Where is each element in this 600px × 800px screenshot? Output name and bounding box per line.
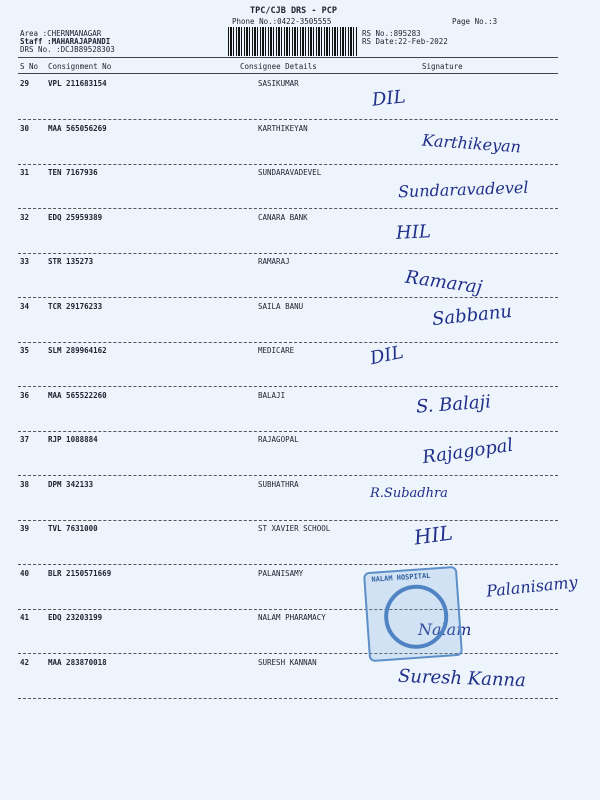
recipient-signature: DIL [368,341,406,370]
consignment-number: TEN 7167936 [48,168,98,177]
recipient-signature: Ramaraj [403,266,484,299]
consignment-number: MAA 565522260 [48,390,107,400]
recipient-signature: S. Balaji [415,391,492,418]
consignee-name: RAJAGOPAL [258,435,299,444]
row-divider [18,253,558,254]
consignee-name: RAMARAJ [258,257,290,266]
column-header-divider [18,73,558,74]
area-label: Area :CHERNMANAGAR [20,29,102,38]
col-signature: Signature [422,62,463,71]
consignee-name: SAILA BANU [258,301,304,311]
row-divider [18,386,558,387]
header-divider [18,57,558,58]
consignee-name: SASIKUMAR [258,79,299,88]
serial-number: 35 [20,346,30,355]
serial-number: 34 [20,301,30,311]
serial-number: 41 [20,613,30,622]
consignee-name: SURESH KANNAN [258,657,317,667]
consignee-name: MEDICARE [258,346,295,355]
consignee-name: PALANISAMY [258,568,304,578]
serial-number: 40 [20,568,30,578]
consignment-number: BLR 2150571669 [48,568,112,578]
row-divider [18,297,558,298]
recipient-signature: Nalam [418,620,472,639]
recipient-signature: Suresh Kanna [397,665,527,692]
phone-number: Phone No.:0422-3505555 [232,17,332,26]
recipient-signature: Palanisamy [485,572,579,601]
consignee-name: BALAJI [258,390,286,400]
stamp-ring [382,583,450,651]
recipient-signature: Karthikeyan [421,130,522,157]
consignee-name: SUNDARAVADEVEL [258,168,322,177]
col-consignee: Consignee Details [240,62,317,71]
row-divider [18,564,558,565]
row-divider [18,164,558,165]
consignee-name: ST XAVIER SCHOOL [258,524,331,533]
consignment-number: SLM 289964162 [48,346,107,355]
hospital-stamp [363,566,463,662]
drs-number: DRS No. :DCJB89528303 [20,45,115,54]
recipient-signature: HIL [412,520,455,550]
serial-number: 42 [20,657,30,667]
rs-number: RS No.:895283 [362,29,421,38]
consignment-number: MAA 565056269 [48,123,107,133]
staff-label: Staff :MAHARAJAPANDI [20,37,111,46]
row-divider [18,431,558,432]
row-divider [18,475,558,476]
row-divider [18,208,558,209]
serial-number: 39 [20,524,30,533]
recipient-signature: DIL [370,86,407,111]
serial-number: 36 [20,390,30,400]
serial-number: 30 [20,123,30,133]
consignment-number: TVL 7631000 [48,524,98,533]
serial-number: 33 [20,257,30,266]
consignment-number: VPL 211683154 [48,79,107,88]
col-consignment: Consignment No [48,62,112,71]
col-sno: S No [20,62,39,71]
recipient-signature: Sundaravadevel [397,177,529,202]
serial-number: 29 [20,79,30,88]
recipient-signature: HIL [395,221,432,244]
consignment-number: RJP 1088884 [48,435,98,444]
sheet-title: TPC/CJB DRS - PCP [250,6,337,16]
row-divider [18,698,558,699]
consignment-number: STR 135273 [48,257,94,266]
consignment-number: EDQ 23203199 [48,613,103,622]
row-divider [18,342,558,343]
recipient-signature: Sabbanu [431,300,513,331]
consignment-number: EDQ 25959389 [48,212,103,222]
recipient-signature: Rajagopal [420,434,515,469]
page-number: Page No.:3 [452,17,498,26]
consignee-name: KARTHIKEYAN [258,123,308,133]
consignment-number: TCR 29176233 [48,301,103,311]
serial-number: 37 [20,435,30,444]
rs-date: RS Date:22-Feb-2022 [362,37,448,46]
barcode [228,27,358,56]
recipient-signature: R.Subadhra [370,486,448,501]
serial-number: 32 [20,212,30,222]
row-divider [18,119,558,120]
consignee-name: NALAM PHARAMACY [258,613,326,622]
consignment-number: MAA 283870018 [48,657,107,667]
consignee-name: CANARA BANK [258,212,308,222]
serial-number: 38 [20,479,30,489]
consignment-number: DPM 342133 [48,479,94,489]
serial-number: 31 [20,168,30,177]
row-divider [18,653,558,654]
consignee-name: SUBHATHRA [258,479,299,489]
row-divider [18,520,558,521]
stamp-text: NALAM HOSPITAL [371,571,431,584]
row-divider [18,609,558,610]
